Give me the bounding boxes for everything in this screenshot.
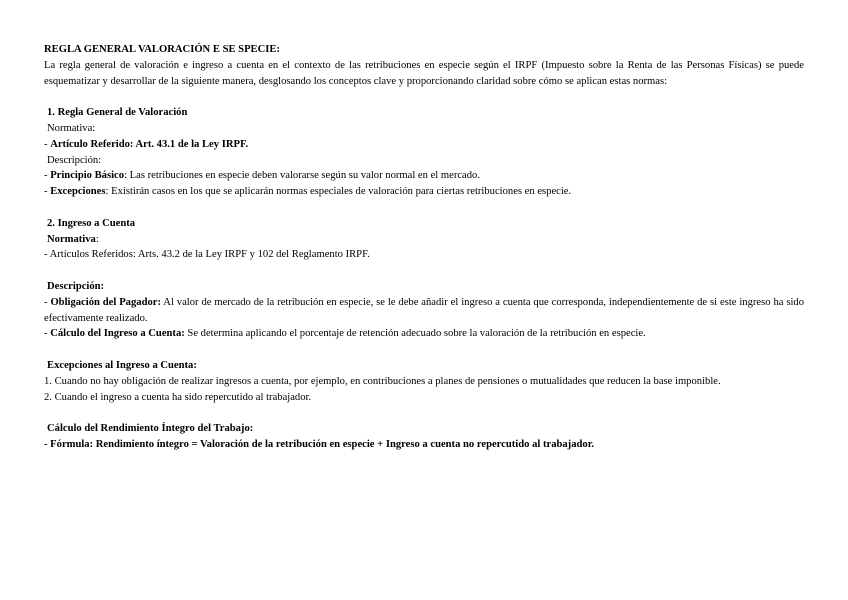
spacer — [44, 405, 804, 421]
document-title: REGLA GENERAL VALORACIÓN E SE SPECIE: — [44, 44, 280, 55]
section-2-excepcion-1: 1. Cuando no hay obligación de realizar ingresos a cuenta, por ejemplo, en contribuciones a planes de pensiones o mutualidades que reducen la base imponible. — [44, 375, 721, 387]
document-page — [44, 42, 804, 453]
section-2-descripcion-heading: Descripción: — [47, 280, 105, 292]
section-1-principio: - Principio Básico: Las retribuciones en especie deben valorarse según su valor normal en el mercado. — [44, 170, 480, 182]
section-2-calculo: - Cálculo del Ingreso a Cuenta: Se determina aplicando el porcentaje de retención adecuado sobre la valoración de la retribución en especie. — [44, 328, 646, 340]
spacer — [44, 342, 804, 358]
section-1-normativa-label: Normativa: — [47, 122, 96, 134]
spacer — [44, 263, 804, 279]
section-2-articulos: - Artículos Referidos: Arts. 43.2 de la Ley IRPF y 102 del Reglamento IRPF. — [44, 249, 370, 261]
section-2-formula: - Fórmula: Rendimiento íntegro = Valoración de la retribución en especie + Ingreso a cuenta no repercutido al trabajador. — [44, 438, 595, 450]
section-2-normativa: Normativa: — [47, 233, 99, 245]
section-1-excepciones: - Excepciones: Existirán casos en los que se aplicarán normas especiales de valoración para ciertas retribuciones en especie. — [44, 186, 572, 198]
spacer — [44, 89, 804, 105]
spacer — [44, 200, 804, 216]
section-2-heading: 2. Ingreso a Cuenta — [47, 217, 136, 229]
section-2-rendimiento-heading: Cálculo del Rendimiento Íntegro del Trabajo: — [47, 423, 254, 435]
intro-paragraph: La regla general de valoración e ingreso a cuenta en el contexto de las retribuciones en especie según el IRPF (Impuesto sobre la Renta de las Personas Físicas) se puede esquematizar y desarrollar de la siguiente manera, desglosando los conceptos clave y proporcionando claridad sobre cómo se aplican estas normas: — [44, 59, 804, 87]
section-1-heading: 1. Regla General de Valoración — [47, 107, 188, 119]
section-1-articulo: - Artículo Referido: Art. 43.1 de la Ley IRPF. — [44, 138, 249, 150]
section-1-descripcion-label: Descripción: — [47, 154, 102, 166]
section-2-excepcion-2: 2. Cuando el ingreso a cuenta ha sido repercutido al trabajador. — [44, 391, 312, 403]
section-2-excepciones-heading: Excepciones al Ingreso a Cuenta: — [47, 359, 197, 371]
section-2-obligacion: - Obligación del Pagador: Al valor de mercado de la retribución en especie, se le debe añadir el ingreso a cuenta que corresponda, independientemente de si este ingreso ha sido efectivamente realizado. — [44, 296, 804, 324]
